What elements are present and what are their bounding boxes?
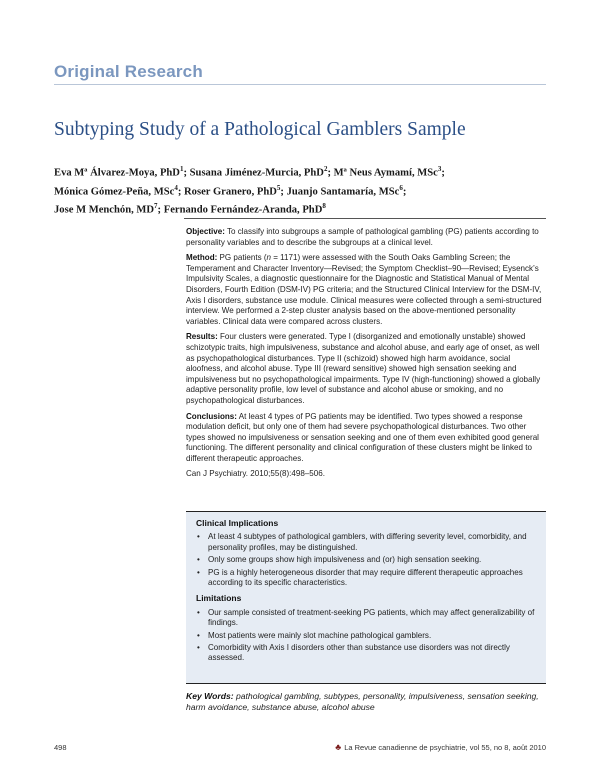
author-affiliation: 3 [437,165,442,173]
abstract-label: Conclusions: [186,411,237,421]
list-item: • Only some groups show high impulsiveness and (or) high sensation seeking. [206,555,536,565]
abstract-text: To classify into subgroups a sample of pathological gambling (PG) patients according to personality variables and to describe the subgroups at a clinical level. [186,227,539,247]
limitations-heading: Limitations [196,593,242,604]
author-line [54,199,554,218]
maple-leaf-icon: ♣ [335,742,342,752]
author-affiliation: 2 [323,165,328,173]
author-affiliation: 7 [154,202,158,211]
author-separator: ; [280,186,287,198]
author-name: Roser Granero, PhD [184,186,277,198]
page-number: 498 [54,743,67,752]
author-name: Mª Neus Aymamí, MSc [333,167,438,179]
abstract-text: At least 4 types of PG patients may be identified. Two types showed a response modulation deficit, but only one of them had severe psychopathological disturbances. Two other types showed no impulsiveness or sensation seeking and one of them even exhibited good general functioning. The different personality and clinical configuration of these clusters might be linked to different therapeutic approaches. [186,411,539,463]
author-affiliation: 6 [399,183,403,192]
author-name: Fernando Fernández-Aranda, PhD [163,204,323,216]
author-name: Mónica Gómez-Peña, MSc [54,186,175,198]
list-item: • PG is a highly heterogeneous disorder that may require different therapeutic approaches according to its specific characteristics. [206,568,536,589]
author-separator: ; [327,167,334,179]
abstract-conclusions [186,412,546,465]
abstract-method [186,253,546,327]
author-name: Eva Mª Álvarez-Moya, PhD [54,167,180,179]
citation: Can J Psychiatry. 2010;55(8):498–506. [186,469,325,479]
abstract [186,227,546,485]
clinical-implications-box [186,511,546,684]
author-separator: ; [402,186,407,198]
list-item: • Our sample consisted of treatment-seeking PG patients, which may affect generalizability of findings. [206,608,536,629]
abstract-objective [186,227,546,248]
abstract-label: Method: [186,253,218,263]
abstract-label: Objective: [186,227,225,236]
abstract-label: Results: [186,332,218,342]
list-item: • Comorbidity with Axis I disorders other than substance use disorders was not directly assessed. [206,643,536,664]
author-separator: ; [177,186,185,198]
author-line [54,181,554,200]
author-separator: ; [183,167,190,179]
abstract-text: n [266,253,271,263]
author-affiliation: 5 [276,183,281,192]
author-affiliation: 4 [174,183,178,192]
abstract-text: Four clusters were generated. Type I (disorganized and emotionally unstable) showed schizotypic traits, high impulsiveness, substance and alcohol abuse, and early age of onset, as well as psychopathological disturbances. Type II (schizoid) showed high harm avoidance, social aloofness, and alcohol abuse. Type III (reward sensitive) showed high sensation seeking and impulsiveness but no psychopathological impairments. Type IV (high-functioning) showed a globally adaptive personality profile, low level of substance and alcohol abuse or smoking, and no psychopathological disturbances. [186,332,541,405]
journal-footer [335,742,546,752]
list-item: • Most patients were mainly slot machine pathological gamblers. [206,631,536,641]
keywords-label: Key Words: [186,691,234,701]
journal-name: La Revue canadienne de psychiatrie, vol 55, no 8, août 2010 [344,743,546,752]
implications-list [196,532,536,588]
author-affiliation: 1 [179,165,184,173]
author-name: Jose M Menchón, MD [54,204,155,216]
header-rule [54,84,546,85]
author-name: Juanjo Santamaría, MSc [286,186,400,198]
article-title: Subtyping Study of a Pathological Gamblers Sample [54,119,466,140]
abstract-text: PG patients ( [219,253,267,263]
keywords [186,691,546,713]
author-separator: ; [157,204,164,216]
author-list [54,162,554,218]
author-affiliation: 8 [322,202,326,211]
list-item: • At least 4 subtypes of pathological gamblers, with differing severity level, comorbidity, and personality profiles, may be distinguished. [206,532,536,553]
abstract-text: = 1171) were assessed with the South Oaks Gambling Screen; the Temperament and Character Inventory—Revised; the Symptom Checklist–90—Revised; Eysenck’s Impulsivity Scales, a diagnostic questionnaire for the Diagnostic and Statistical Manual of Mental Disorders, Fourth Edition (DSM-IV) PG criteria; and the Structured Clinical Interview for the DSM-IV, Axis I disorders, substance use module. Clinical measures were collected through a semi-structured interview. We performed a 2-step cluster analysis based on the above-mentioned personality variables. Clinical data were compared across clusters. [186,253,542,326]
section-label: Original Research [54,62,203,81]
author-separator: ; [441,167,445,179]
author-line [54,162,554,181]
limitations-list [196,608,536,664]
implications-heading: Clinical Implications [196,518,279,528]
author-name: Susana Jiménez-Murcia, PhD [189,167,324,179]
abstract-results [186,332,546,406]
abstract-rule [184,218,546,219]
keywords-text: pathological gambling, subtypes, personality, impulsiveness, sensation seeking, harm avoidance, substance abuse, alcohol abuse [186,691,539,712]
